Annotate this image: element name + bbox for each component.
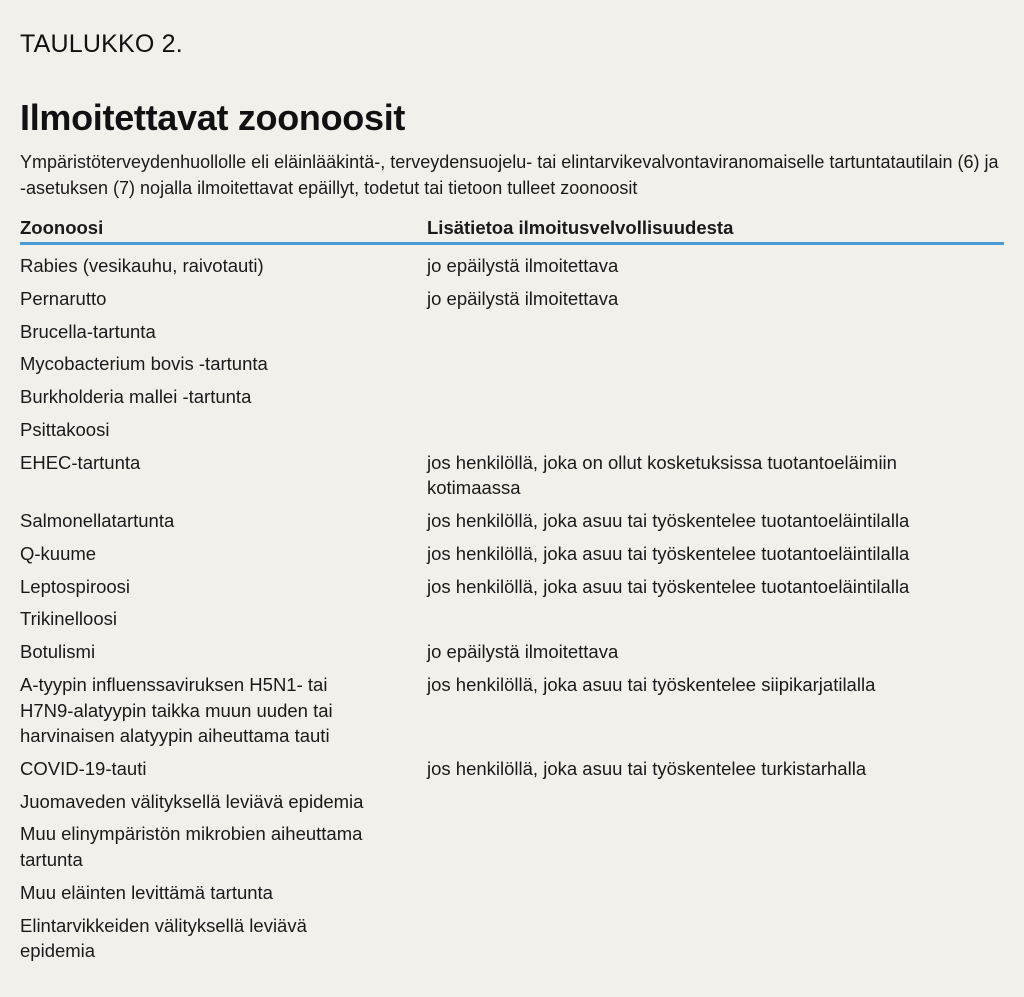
table-subtitle: Ympäristöterveydenhuollolle eli eläinlääkintä-, terveydensuojelu- tai elintarvikevalvontaviranomaiselle tartuntatautilain (6) ja -asetuksen (7) nojalla ilmoitettavat epäillyt, todetut tai tietoon tulleet zoonoosit [20, 152, 999, 198]
info-cell [427, 606, 1004, 632]
zoonosis-cell: Muu eläinten levittämä tartunta [20, 881, 273, 903]
table-row [20, 787, 1004, 820]
zoonosis-cell: Muu elinympäristön mikrobien aiheuttama tartunta [20, 823, 363, 870]
table-header-row [20, 214, 1004, 245]
table-row [20, 754, 1004, 787]
table-row [20, 604, 1004, 637]
table-row [20, 349, 1004, 382]
zoonosis-cell: Mycobacterium bovis -tartunta [20, 353, 268, 375]
zoonosis-cell: Brucella-tartunta [20, 320, 156, 342]
info-cell [427, 789, 1004, 815]
info-cell [427, 319, 1004, 345]
zoonosis-cell: Q-kuume [20, 542, 97, 564]
table-row [20, 670, 1004, 754]
info-cell [427, 880, 1004, 906]
zoonosis-cell: Botulismi [20, 641, 96, 663]
info-cell: jos henkilöllä, joka asuu tai työskentelee turkistarhalla [427, 757, 867, 779]
table-row [20, 284, 1004, 317]
info-cell [427, 417, 1004, 443]
info-cell: jos henkilöllä, joka asuu tai työskentelee tuotantoeläintilalla [427, 575, 910, 597]
table-row [20, 415, 1004, 448]
table-row [20, 317, 1004, 350]
info-cell: jo epäilystä ilmoitettava [427, 255, 619, 276]
table-title: Ilmoitettavat zoonoosit [20, 97, 406, 138]
zoonosis-cell: COVID-19-tauti [20, 757, 147, 779]
info-cell [427, 351, 1004, 377]
table-row [20, 448, 1004, 506]
table-row [20, 251, 1004, 284]
zoonosis-cell: Rabies (vesikauhu, raivotauti) [20, 255, 264, 276]
column-header-zoonosis: Zoonoosi [20, 217, 104, 238]
table-row [20, 572, 1004, 605]
table-row [20, 819, 1004, 877]
info-cell [427, 384, 1004, 410]
zoonosis-cell: Elintarvikkeiden välityksellä leviävä epidemia [20, 914, 307, 962]
table-row [20, 878, 1004, 911]
table-row [20, 382, 1004, 415]
column-header-info: Lisätietoa ilmoitusvelvollisuudesta [427, 217, 734, 238]
info-cell [427, 821, 1004, 872]
info-cell [427, 913, 1004, 964]
zoonosis-cell: Juomaveden välityksellä leviävä epidemia [20, 790, 364, 812]
zoonosis-cell: A-tyypin influenssaviruksen H5N1- tai H7N9-alatyypin taikka muun uuden tai harvinaisen alatyypin aiheuttama tauti [20, 674, 333, 747]
info-cell: jo epäilystä ilmoitettava [427, 641, 619, 663]
table-row [20, 539, 1004, 572]
info-cell: jos henkilöllä, joka asuu tai työskentelee siipikarjatilalla [427, 674, 876, 696]
info-cell: jos henkilöllä, joka asuu tai työskentelee tuotantoeläintilalla [427, 542, 910, 564]
zoonoses-table [20, 214, 1004, 969]
table-label: TAULUKKO 2. [20, 30, 183, 58]
table-row [20, 506, 1004, 539]
table-body [20, 251, 1004, 969]
zoonosis-cell: Psittakoosi [20, 418, 110, 440]
info-cell: jos henkilöllä, joka on ollut kosketuksissa tuotantoeläimiin kotimaassa [427, 451, 897, 499]
zoonosis-cell: Trikinelloosi [20, 608, 117, 630]
info-cell: jos henkilöllä, joka asuu tai työskentelee tuotantoeläintilalla [427, 510, 910, 532]
table-row [20, 637, 1004, 670]
zoonosis-cell: Burkholderia mallei -tartunta [20, 386, 252, 408]
zoonosis-cell: EHEC-tartunta [20, 451, 141, 473]
zoonosis-cell: Pernarutto [20, 287, 107, 309]
zoonosis-cell: Leptospiroosi [20, 575, 131, 597]
info-cell: jo epäilystä ilmoitettava [427, 287, 619, 309]
zoonosis-cell: Salmonellatartunta [20, 510, 175, 532]
table-row [20, 911, 1004, 969]
